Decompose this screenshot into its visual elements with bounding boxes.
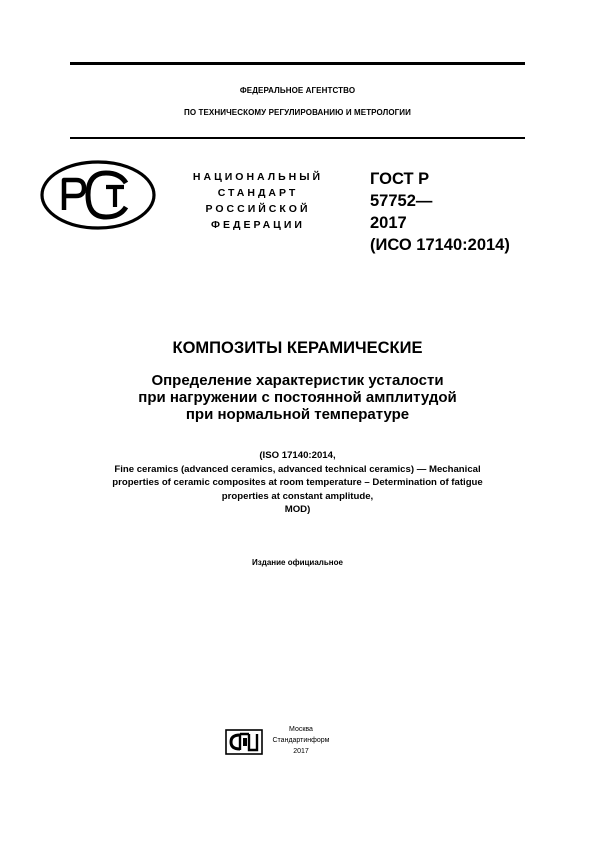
standard-type-block (168, 169, 348, 233)
subtitle-line: при нормальной температуре (185, 406, 410, 423)
publisher-city: Москва (289, 726, 313, 733)
iso-reference-line: MOD) (284, 504, 311, 516)
standard-designation (370, 168, 510, 256)
subtitle-line: Определение характеристик усталости (151, 372, 444, 389)
top-rule (70, 62, 525, 65)
edition-note: Издание официальное (252, 558, 343, 567)
standard-type-line: СТАНДАРТ (217, 187, 299, 199)
iso-reference (30, 449, 565, 517)
document-subtitle (40, 372, 555, 423)
standard-type-line: НАЦИОНАЛЬНЫЙ (192, 171, 324, 183)
designation-line: 57752— (370, 192, 433, 210)
rst-conformity-mark-icon (40, 160, 156, 230)
document-title: КОМПОЗИТЫ КЕРАМИЧЕСКИЕ (172, 339, 423, 357)
agency-line-2: ПО ТЕХНИЧЕСКОМУ РЕГУЛИРОВАНИЮ И МЕТРОЛОГИИ (183, 108, 412, 117)
iso-reference-line: properties of ceramic composites at room temperature – Determination of fatigue (112, 477, 483, 489)
designation-line: (ИСО 17140:2014) (370, 236, 510, 254)
publisher-info (266, 724, 336, 757)
publisher-year: 2017 (293, 748, 309, 755)
iso-reference-line: properties at constant amplitude, (221, 490, 374, 502)
publisher-name: Стандартинформ (272, 737, 330, 744)
subtitle-line: при нагружении с постоянной амплитудой (138, 389, 457, 406)
agency-line-1: ФЕДЕРАЛЬНОЕ АГЕНТСТВО (239, 86, 356, 95)
designation-line: ГОСТ Р (370, 170, 430, 188)
designation-line: 2017 (370, 214, 407, 232)
iso-reference-line: (ISO 17140:2014, (259, 450, 336, 461)
standartinform-logo-icon (225, 729, 263, 755)
standard-type-line: ФЕДЕРАЦИИ (211, 219, 305, 231)
standard-type-line: РОССИЙСКОЙ (205, 203, 311, 215)
iso-reference-line: Fine ceramics (advanced ceramics, advanced technical ceramics) — Mechanical (114, 463, 481, 475)
middle-rule (70, 137, 525, 139)
